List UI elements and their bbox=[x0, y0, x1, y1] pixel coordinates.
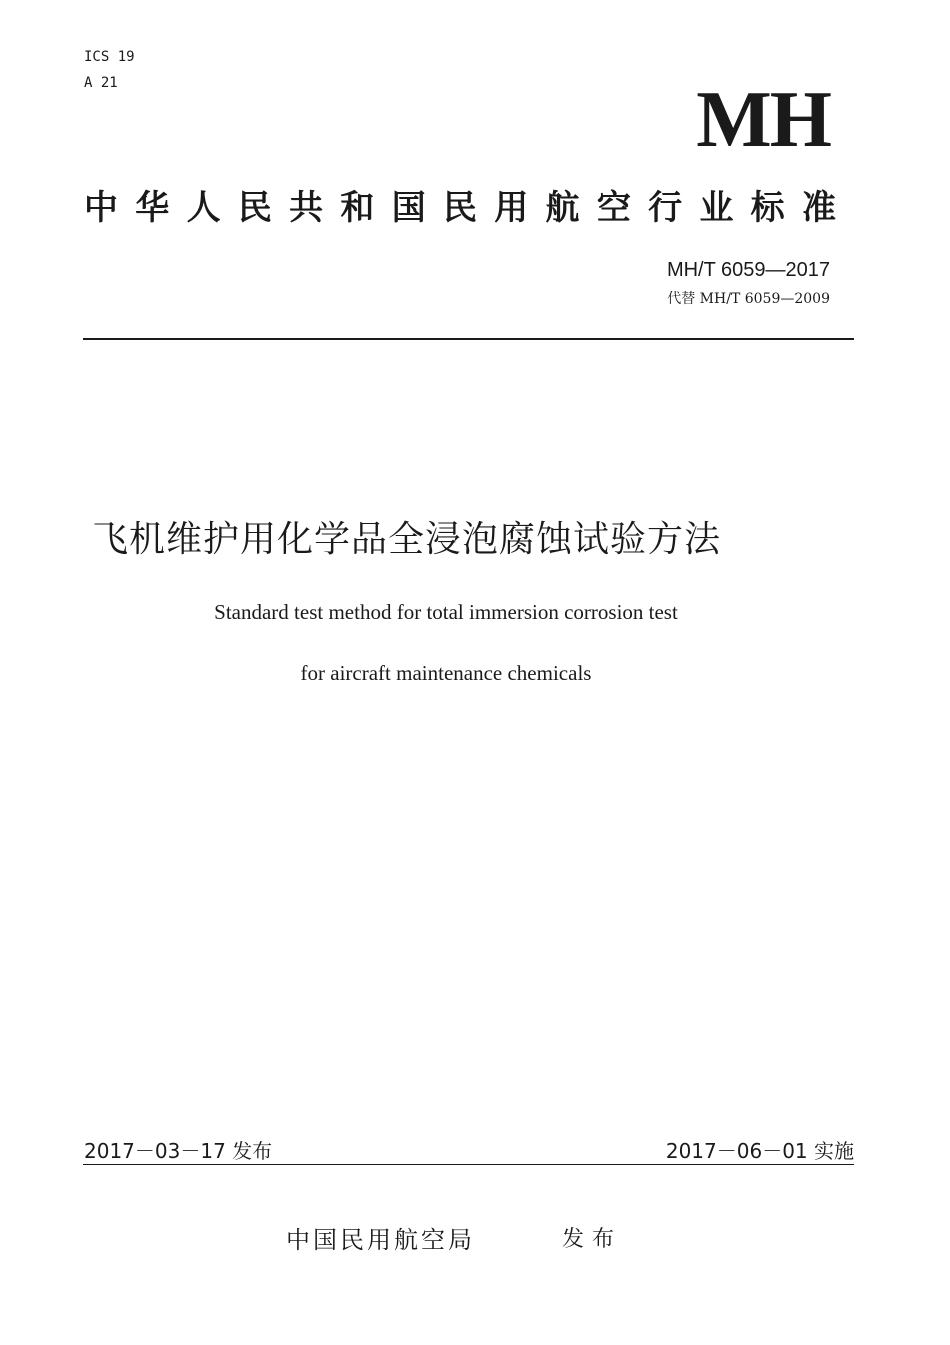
title-char: 标 bbox=[750, 188, 785, 228]
title-char: 国 bbox=[391, 188, 426, 228]
issue-date: 2017－03－17 发布 bbox=[84, 1139, 273, 1163]
title-char: 用 bbox=[494, 188, 529, 228]
title-char: 人 bbox=[186, 188, 221, 228]
replaces-standard: 代替 MH/T 6059—2009 bbox=[667, 291, 830, 307]
title-char: 航 bbox=[545, 188, 580, 228]
title-char: 民 bbox=[442, 188, 477, 228]
document-title-cn: 飞机维护用化学品全浸泡腐蚀试验方法 bbox=[92, 519, 722, 560]
title-char: 和 bbox=[340, 188, 375, 228]
title-char: 业 bbox=[699, 188, 734, 228]
title-char: 华 bbox=[135, 188, 170, 228]
title-char: 空 bbox=[596, 188, 631, 228]
title-char: 中 bbox=[84, 188, 118, 228]
issuing-authority: 中国民用航空局 bbox=[286, 1226, 475, 1254]
implementation-date: 2017－06－01 实施 bbox=[665, 1139, 854, 1163]
title-char: 共 bbox=[289, 188, 324, 228]
classification-code: A 21 bbox=[84, 75, 118, 91]
standard-category-title bbox=[84, 186, 836, 230]
document-title-en-line2: for aircraft maintenance chemicals bbox=[300, 661, 592, 685]
title-char: 准 bbox=[801, 188, 836, 228]
ics-code: ICS 19 bbox=[84, 49, 135, 65]
header-divider bbox=[83, 338, 854, 340]
footer-divider bbox=[83, 1164, 854, 1165]
title-char: 民 bbox=[237, 188, 272, 228]
mh-logo: MH bbox=[696, 76, 830, 164]
standard-number: MH/T 6059—2017 bbox=[666, 259, 830, 281]
publish-label: 发布 bbox=[562, 1227, 623, 1252]
title-char: 行 bbox=[648, 188, 683, 228]
document-title-en-line1: Standard test method for total immersion corrosion test bbox=[214, 600, 678, 624]
